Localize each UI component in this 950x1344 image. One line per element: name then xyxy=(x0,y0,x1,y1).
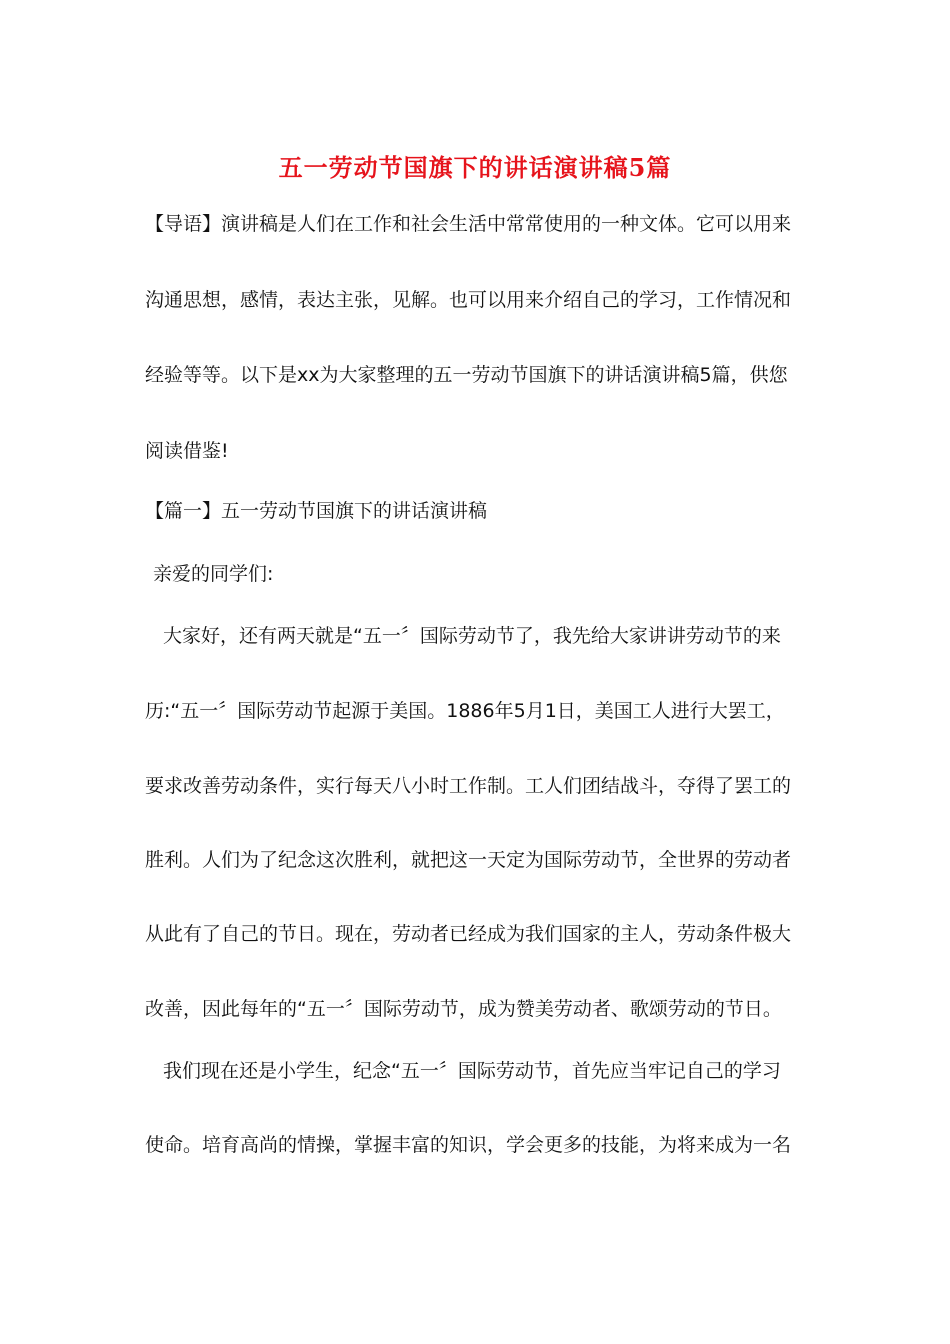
paragraph-1-line-2: 历:“五一〞国际劳动节起源于美国。1886年5月1日，美国工人进行大罢工， xyxy=(145,700,785,722)
intro-line-4: 阅读借鉴! xyxy=(145,440,229,462)
paragraph-1-line-3: 要求改善劳动条件，实行每天八小时工作制。工人们团结战斗，夺得了罢工的 xyxy=(145,775,792,797)
salutation: 亲爱的同学们: xyxy=(153,563,274,585)
intro-line-3: 经验等等。以下是xx为大家整理的五一劳动节国旗下的讲话演讲稿5篇，供您 xyxy=(145,364,788,386)
paragraph-1-line-1: 大家好，还有两天就是“五一〞国际劳动节了，我先给大家讲讲劳动节的来 xyxy=(163,625,781,647)
intro-line-1: 【导语】演讲稿是人们在工作和社会生活中常常使用的一种文体。它可以用来 xyxy=(145,213,792,235)
paragraph-1-line-4: 胜利。人们为了纪念这次胜利，就把这一天定为国际劳动节，全世界的劳动者 xyxy=(145,849,792,871)
section-heading: 【篇一】五一劳动节国旗下的讲话演讲稿 xyxy=(145,500,488,522)
paragraph-2-line-1: 我们现在还是小学生，纪念“五一〞国际劳动节，首先应当牢记自己的学习 xyxy=(163,1060,781,1082)
intro-line-2: 沟通思想，感情，表达主张，见解。也可以用来介绍自己的学习，工作情况和 xyxy=(145,289,792,311)
document-title: 五一劳动节国旗下的讲话演讲稿5篇 xyxy=(278,153,672,182)
paragraph-1-line-5: 从此有了自己的节日。现在，劳动者已经成为我们国家的主人，劳动条件极大 xyxy=(145,923,792,945)
paragraph-1-line-6: 改善，因此每年的“五一〞国际劳动节，成为赞美劳动者、歌颂劳动的节日。 xyxy=(145,998,782,1020)
paragraph-2-line-2: 使命。培育高尚的情操，掌握丰富的知识，学会更多的技能，为将来成为一名 xyxy=(145,1134,792,1156)
